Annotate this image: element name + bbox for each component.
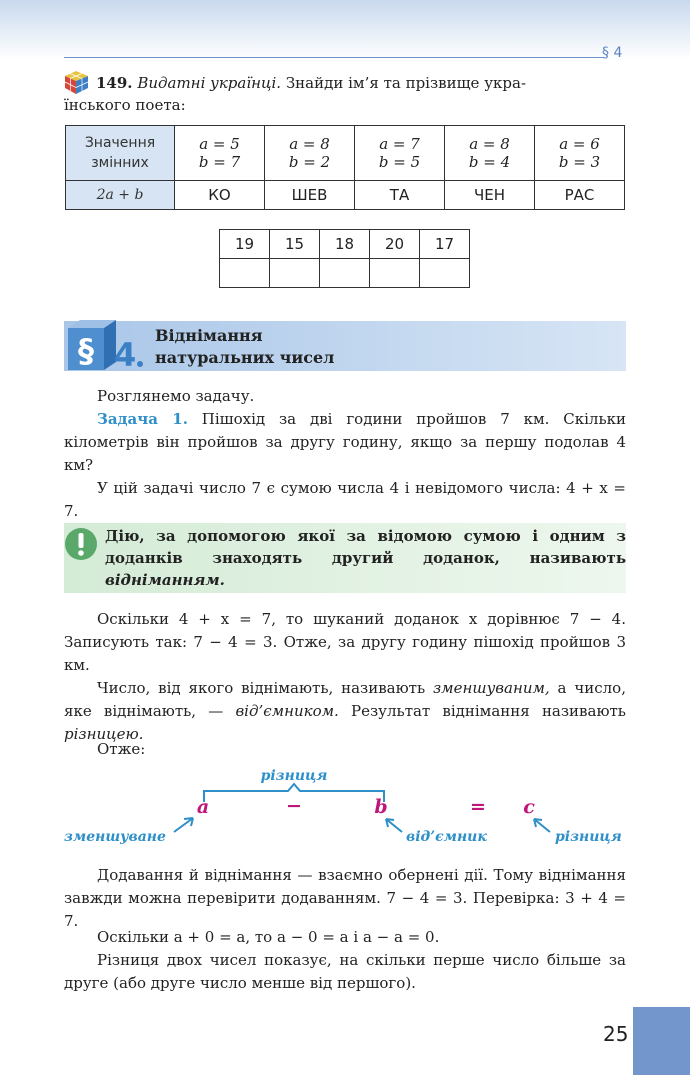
rubiks-cube-icon <box>64 70 89 95</box>
diagram-letter-a: a <box>196 796 210 818</box>
table-cell <box>175 126 265 181</box>
variables-table <box>65 125 625 210</box>
rule-term: відніманням. <box>105 571 225 589</box>
diagram-letter-c: c <box>523 796 535 818</box>
task-text: Знайди ім’я та прізвище укра- <box>285 74 527 92</box>
header-section-mark: § 4 <box>602 45 623 61</box>
svg-text:4: 4 <box>114 336 137 374</box>
section-title <box>155 325 334 369</box>
arrow-to-a-icon <box>174 818 193 832</box>
cell-line: a = 8 <box>469 135 510 153</box>
answer-number-cell: 15 <box>270 230 320 259</box>
task-149-line2: їнського поета: <box>64 96 186 114</box>
intro-text: Розглянемо задачу. <box>97 387 255 405</box>
cell-line: b = 4 <box>468 153 511 171</box>
exclamation-icon <box>64 527 98 561</box>
svg-text:§: § <box>78 332 94 370</box>
paragraph-4 <box>64 677 626 746</box>
term-minuend: зменшуваним, <box>432 679 550 697</box>
paragraph-8: Різниця двох чисел показує, на скільки перше число більше за друге (або друге число менше від першого). <box>64 951 626 992</box>
diagram-label-minuend: зменшуване <box>64 829 166 845</box>
syllable-cell: ШЕВ <box>265 181 355 210</box>
header-label-2: змінних <box>91 155 149 171</box>
para4-part-c: Результат віднімання називають <box>351 702 626 720</box>
para4-part-b: а число, яке віднімають, — <box>64 679 626 720</box>
section-title-line2: натуральних чисел <box>155 348 335 367</box>
cell-line: a = 8 <box>289 135 330 153</box>
task-1-label: Задача 1. <box>97 410 188 428</box>
diagram-label-subtrahend: від’ємник <box>406 829 487 845</box>
paragraph-6: Додавання й віднімання — взаємно обернені дії. Тому віднімання завжди можна перевірити додаванням. 7 − 4 = 3. Перевірка: 3 + 4 = 7. <box>64 866 626 930</box>
subtraction-diagram <box>60 760 630 850</box>
diagram-label-difference: різниця <box>555 829 622 845</box>
term-subtrahend: від’ємником. <box>235 702 339 720</box>
page-number: 25 <box>603 1022 629 1046</box>
table-cell <box>535 126 625 181</box>
para4-part-a: Число, від якого віднімають, називають <box>97 679 426 697</box>
cell-line: b = 3 <box>558 153 601 171</box>
answer-number-cell: 18 <box>320 230 370 259</box>
syllable-cell: КО <box>175 181 265 210</box>
answer-empty-cell <box>320 259 370 288</box>
paragraph-5: Отже: <box>97 740 146 758</box>
arrow-to-c-icon <box>534 819 550 832</box>
syllable-cell: ТА <box>355 181 445 210</box>
table-cell <box>445 126 535 181</box>
answer-table <box>219 229 470 288</box>
rule-text <box>105 525 626 591</box>
paragraph-3: Оскільки 4 + x = 7, то шуканий доданок x дорівнює 7 − 4. Записують так: 7 − 4 = 3. Отже, за другу годину пішохід пройшов 3 км. <box>64 610 626 674</box>
cell-line: b = 7 <box>198 153 241 171</box>
answer-empty-cell <box>220 259 270 288</box>
answer-number-cell: 20 <box>370 230 420 259</box>
diagram-letter-b: b <box>374 796 388 818</box>
paragraph-7: Оскільки a + 0 = a, то a − 0 = a і a − a = 0. <box>97 928 440 946</box>
task-1 <box>64 408 626 477</box>
task-title: Видатні українці. <box>137 74 282 92</box>
section-title-line1: Віднімання <box>155 326 263 345</box>
answer-empty-cell <box>370 259 420 288</box>
answer-number-cell: 17 <box>420 230 470 259</box>
table-cell <box>265 126 355 181</box>
corner-block <box>633 1007 690 1075</box>
answer-empty-cell <box>420 259 470 288</box>
task-1-text: Пішохід за дві години пройшов 7 км. Скільки кілометрів він пройшов за другу годину, якщо за першу подолав 4 км? <box>64 410 626 474</box>
task-149-line1 <box>96 72 626 95</box>
answer-empty-cell <box>270 259 320 288</box>
arrow-to-b-icon <box>386 819 402 832</box>
task-number: 149. <box>96 74 133 92</box>
cell-line: a = 7 <box>379 135 420 153</box>
diagram-top-label: різниця <box>260 768 328 784</box>
expression-cell: 2a + b <box>66 181 175 210</box>
header-rule <box>64 57 604 58</box>
table-header-cell <box>66 126 175 181</box>
term-difference: різницею. <box>64 725 144 743</box>
cell-line: b = 2 <box>288 153 331 171</box>
header-label-1: Значення <box>84 135 156 151</box>
syllable-cell: ЧЕН <box>445 181 535 210</box>
diagram-minus: − <box>286 795 302 817</box>
top-gradient-band <box>0 0 690 60</box>
cell-line: a = 5 <box>199 135 240 153</box>
section-cube-icon <box>64 318 150 374</box>
table-cell <box>355 126 445 181</box>
paragraph-2: У цій задачі число 7 є сумою числа 4 і невідомого числа: 4 + x = 7. <box>64 479 626 520</box>
rule-statement: Дію, за допомогою якої за відомою сумою і одним з доданків знаходять другий доданок, називають <box>105 527 626 567</box>
diagram-equals: = <box>470 796 486 818</box>
cell-line: a = 6 <box>559 135 600 153</box>
syllable-cell: РАС <box>535 181 625 210</box>
answer-number-cell: 19 <box>220 230 270 259</box>
cell-line: b = 5 <box>378 153 421 171</box>
